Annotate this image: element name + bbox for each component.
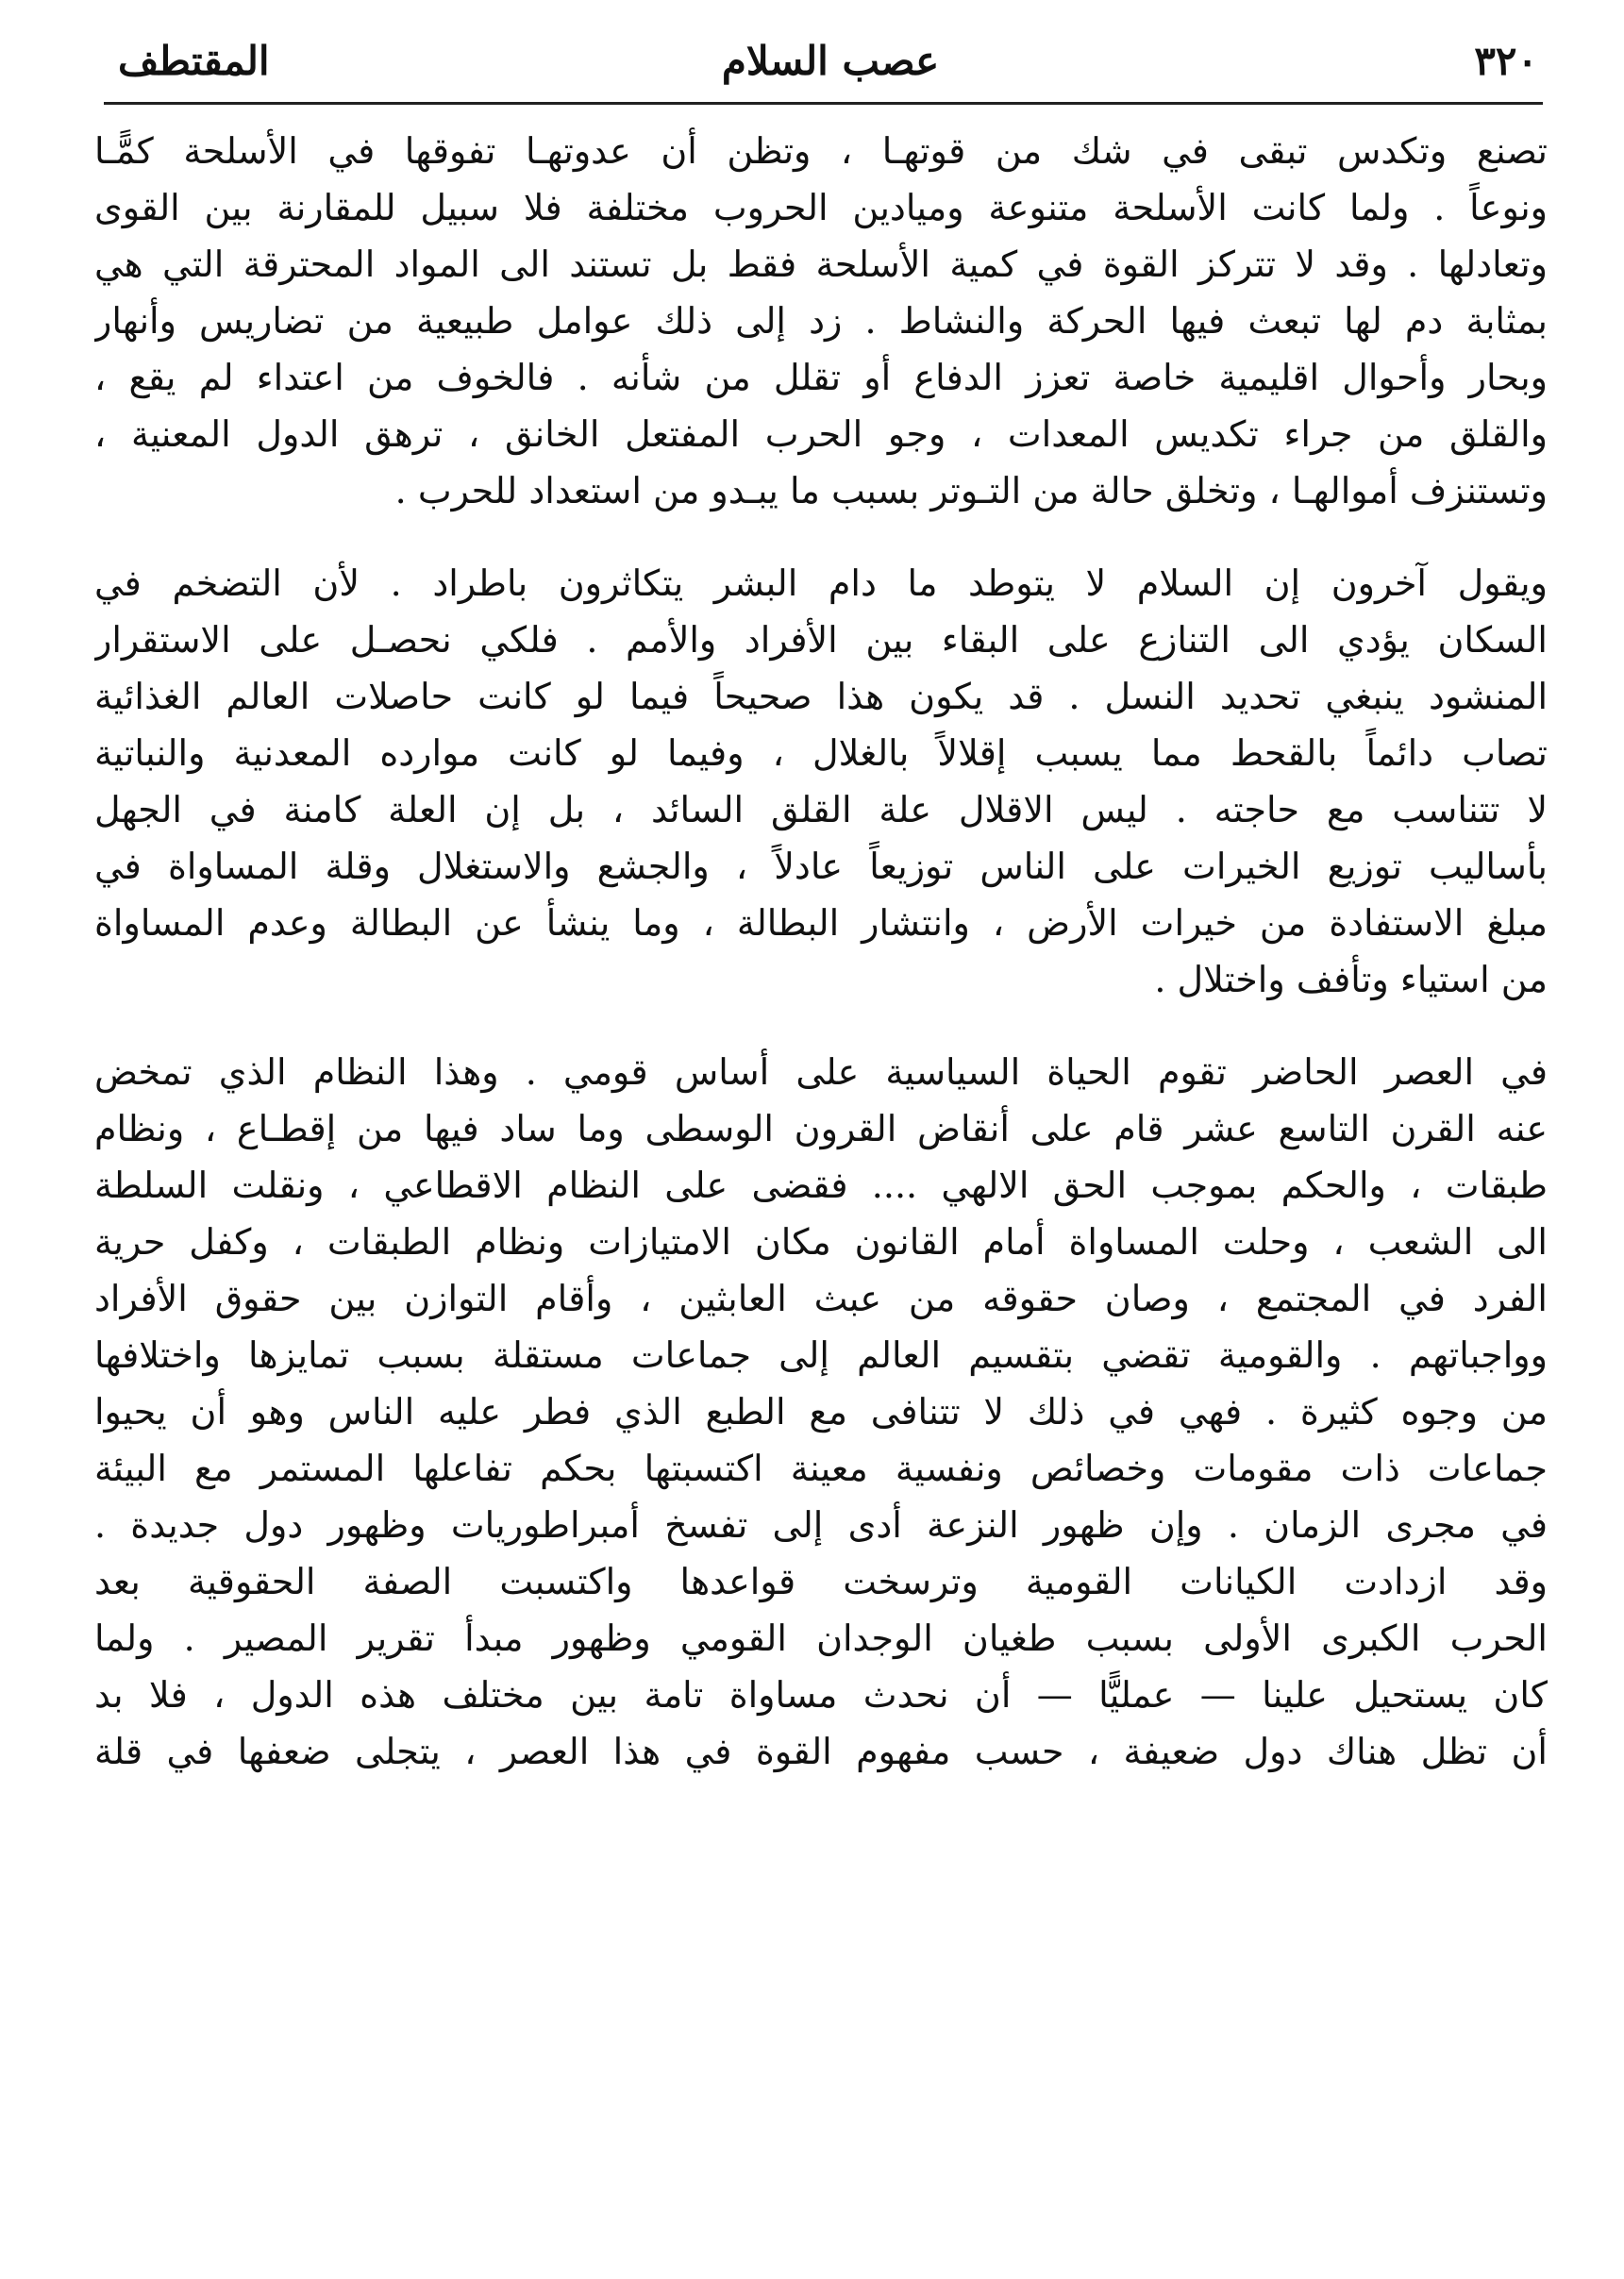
text-line: الفرد في المجتمع ، وصان حقوقه من عبث العابثين ، وأقام التوازن بين حقوق الأفراد	[94, 1278, 1548, 1319]
text-line: عنه القرن التاسع عشر قام على أنقاض القرون الوسطى وما ساد فيها من إقطـاع ، ونظام	[94, 1108, 1548, 1149]
text-line: طبقات ، والحكم بموجب الحق الالهي .... فقضى على النظام الاقطاعي ، ونقلت السلطة	[94, 1165, 1548, 1206]
page-header	[109, 32, 1552, 98]
paragraph-2	[94, 555, 1548, 1008]
text-line: وتستنزف أموالهـا ، وتخلق حالة من التـوتر بسبب ما يبـدو من استعداد للحرب .	[394, 470, 1548, 511]
text-line: المنشود ينبغي تحديد النسل . قد يكون هذا صحيحاً فيما لو كانت حاصلات العالم الغذائية	[94, 676, 1548, 717]
text-line: وواجباتهم . والقومية تقضي بتقسيم العالم إلى جماعات مستقلة بسبب تمايزها واختلافها	[94, 1334, 1548, 1376]
header-rule	[104, 102, 1543, 105]
text-line: أن تظل هناك دول ضعيفة ، حسب مفهوم القوة في هذا العصر ، يتجلى ضعفها في قلة	[94, 1731, 1548, 1772]
page-number: ٣٢٠	[1474, 38, 1538, 84]
text-line: وقد ازدادت الكيانات القومية وترسخت قواعدها واكتسبت الصفة الحقوقية بعد	[94, 1561, 1548, 1602]
text-line: الى الشعب ، وحلت المساواة أمام القانون مكان الامتيازات ونظام الطبقات ، وكفل حرية	[94, 1221, 1548, 1263]
text-line: جماعات ذات مقومات وخصائص ونفسية معينة اكتسبتها بحكم تفاعلها المستمر مع البيئة	[94, 1448, 1548, 1489]
text-line: تصاب دائماً بالقحط مما يسبب إقلالاً بالغلال ، وفيما لو كانت موارده المعدنية والنباتية	[94, 732, 1548, 774]
text-line: من وجوه كثيرة . فهي في ذلك لا تتنافى مع الطبع الذي فطر عليه الناس وهو أن يحيوا	[94, 1391, 1548, 1433]
journal-name: المقتطف	[118, 38, 270, 84]
text-line: تصنع وتكدس تبقى في شك من قوتهـا ، وتظن أن عدوتهـا تفوقها في الأسلحة كمًّـا	[94, 130, 1548, 172]
text-line: في العصر الحاضر تقوم الحياة السياسية على أساس قومي . وهذا النظام الذي تمخض	[94, 1051, 1548, 1093]
text-line: وتعادلها . وقد لا تتركز القوة في كمية الأسلحة فقط بل تستند الى المواد المحترقة التي هي	[94, 243, 1548, 285]
text-line: ونوعاً . ولما كانت الأسلحة متنوعة وميادين الحروب مختلفة فلا سبيل للمقارنة بين القوى	[94, 187, 1548, 228]
text-line: بأساليب توزيع الخيرات على الناس توزيعاً عادلاً ، والجشع والاستغلال وقلة المساواة في	[94, 846, 1548, 887]
text-line: في مجرى الزمان . وإن ظهور النزعة أدى إلى تفسخ أمبراطوريات وظهور دول جديدة .	[94, 1504, 1548, 1546]
text-line: بمثابة دم لها تبعث فيها الحركة والنشاط . زد إلى ذلك عوامل طبيعية من تضاريس وأنهار	[94, 300, 1548, 342]
text-line: مبلغ الاستفادة من خيرات الأرض ، وانتشار البطالة ، وما ينشأ عن البطالة وعدم المساواة	[94, 902, 1548, 944]
text-line: وبحار وأحوال اقليمية خاصة تعزز الدفاع أو تقلل من شأنه . فالخوف من اعتداء لم يقع ،	[94, 357, 1548, 398]
paragraph-1	[94, 123, 1548, 519]
paragraph-gap	[94, 519, 1548, 555]
text-line: من استياء وتأفف واختلال .	[1154, 959, 1548, 1000]
paragraph-3	[94, 1044, 1548, 1780]
text-line: لا تتناسب مع حاجته . ليس الاقلال علة القلق السائد ، بل إن العلة كامنة في الجهل	[94, 789, 1548, 830]
text-line: كان يستحيل علينا — عمليًّا — أن نحدث مساواة تامة بين مختلف هذه الدول ، فلا بد	[94, 1674, 1548, 1716]
article-body	[94, 123, 1548, 1780]
article-title: عصب السلام	[721, 38, 940, 84]
text-line: الحرب الكبرى الأولى بسبب طغيان الوجدان القومي وظهور مبدأ تقرير المصير . ولما	[94, 1617, 1548, 1659]
text-line: السكان يؤدي الى التنازع على البقاء بين الأفراد والأمم . فلكي نحصـل على الاستقرار	[94, 619, 1548, 661]
paragraph-gap	[94, 1008, 1548, 1044]
text-line: والقلق من جراء تكديس المعدات ، وجو الحرب المفتعل الخانق ، ترهق الدول المعنية ،	[94, 413, 1548, 455]
text-line: ويقول آخرون إن السلام لا يتوطد ما دام البشر يتكاثرون باطراد . لأن التضخم في	[94, 562, 1548, 604]
